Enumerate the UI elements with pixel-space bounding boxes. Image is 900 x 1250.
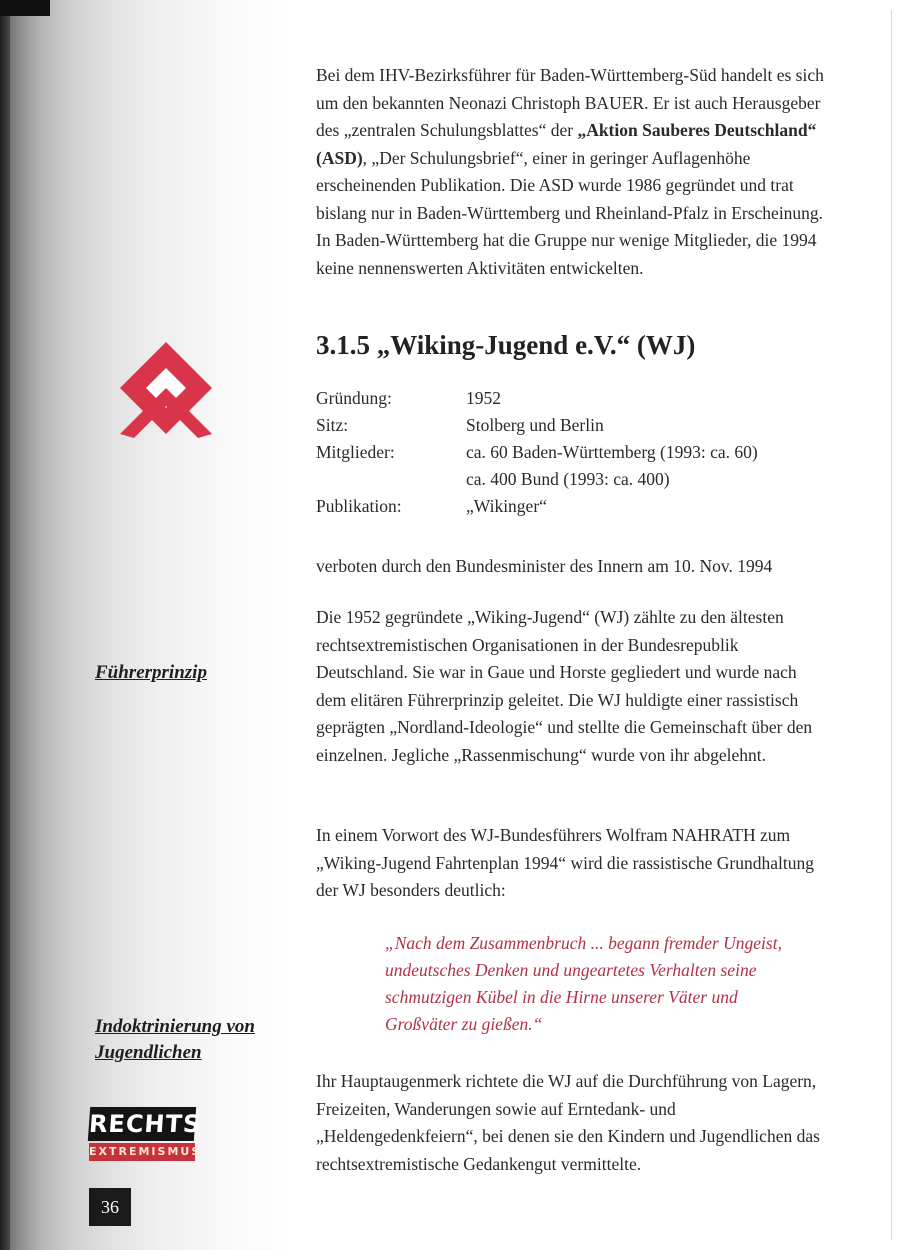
fact-value: „Wikinger“	[466, 496, 547, 516]
fact-row	[316, 412, 846, 439]
fact-value: 1952	[466, 388, 501, 408]
paragraph-nahrath-preface: In einem Vorwort des WJ-Bundesführers Wolfram NAHRATH zum „Wiking-Jugend Fahrtenplan 1994“ wird die rassistische Grundhaltung der WJ besonders deutlich:	[316, 825, 814, 900]
fact-label: Sitz:	[316, 415, 349, 435]
ban-note: verboten durch den Bundesminister des Innern am 10. Nov. 1994	[316, 556, 773, 576]
fact-row	[316, 385, 846, 412]
margin-note-fuehrerprinzip: Führerprinzip	[95, 662, 207, 683]
logo-top-text: RECHTS	[88, 1107, 196, 1141]
page-number: 36	[89, 1188, 131, 1226]
fact-value: ca. 60 Baden-Württemberg (1993: ca. 60)	[466, 442, 758, 462]
fact-row	[316, 466, 846, 493]
paragraph-main-focus: Ihr Hauptaugenmerk richtete die WJ auf die Durchführung von Lagern, Freizeiten, Wanderungen sowie auf Erntedank- und „Heldengedenkfeiern“, bei denen sie den Kindern und Jugendlichen das rechtsextremistische Gedankengut vermittelte.	[316, 1071, 820, 1174]
margin-note-indoktrinierung: Indoktrinierung von Jugendlichen	[95, 1016, 255, 1063]
fact-label	[316, 466, 466, 493]
page-edge-line	[891, 10, 892, 1240]
corner-mark	[0, 0, 50, 16]
fact-label: Publikation:	[316, 496, 402, 516]
fact-row	[316, 493, 846, 520]
paragraph-wj-history: Die 1952 gegründete „Wiking-Jugend“ (WJ) zählte zu den ältesten rechtsextremistischen Organisationen in der Bundesrepublik Deutschland. Sie war in Gaue und Horste gegliedert und wurde nach dem elitären Führerprinzip geleitet. Die WJ huldigte einer rassistisch geprägten „Nordland-Ideologie“ und stellte die Gemeinschaft über den einzelnen. Jegliche „Rassenmischung“ wurde von ihr abgelehnt.	[316, 607, 813, 765]
intro-text-2: , „Der Schulungsbrief“, einer in geringer Auflagenhöhe erscheinenden Publikation. Die ASD wurde 1986 gegründet und trat bislang nur in Baden-Württemberg und Rheinland-Pfalz in Erscheinung. In Baden-Württemberg hat die Gruppe nur wenige Mitglieder, die 1994 keine nennenswerten Aktivitäten entwickelten.	[316, 147, 824, 278]
fact-label: Gründung:	[316, 388, 392, 408]
binding-edge	[0, 0, 10, 1250]
odal-rune-emblem	[120, 342, 212, 438]
fact-value: ca. 400 Bund (1993: ca. 400)	[466, 469, 670, 489]
fact-label: Mitglieder:	[316, 442, 395, 462]
asd-name: „Aktion Sauberes Deutschland“ (ASD)	[316, 120, 817, 168]
rechtsextremismus-logo	[88, 1107, 203, 1165]
nahrath-quote: „Nach dem Zusammenbruch ... begann fremder Ungeist, undeutsches Denken und ungeartetes Verhalten seine schmutzigen Kübel in die Hirne unserer Väter und Großväter zu gießen.“	[385, 933, 782, 1034]
fact-row	[316, 439, 846, 466]
facts-table	[316, 385, 846, 520]
intro-text-1: Bei dem IHV-Bezirksführer für Baden-Württemberg-Süd handelt es sich um den bekannten Neonazi Christoph BAUER. Er ist auch Herausgeber des „zentralen Schulungsblattes“ der	[316, 65, 824, 140]
section-heading: 3.1.5 „Wiking-Jugend e.V.“ (WJ)	[316, 330, 696, 360]
fact-value: Stolberg und Berlin	[466, 415, 604, 435]
intro-paragraph	[316, 62, 826, 282]
logo-bottom-text: EXTREMISMUS	[89, 1143, 195, 1161]
